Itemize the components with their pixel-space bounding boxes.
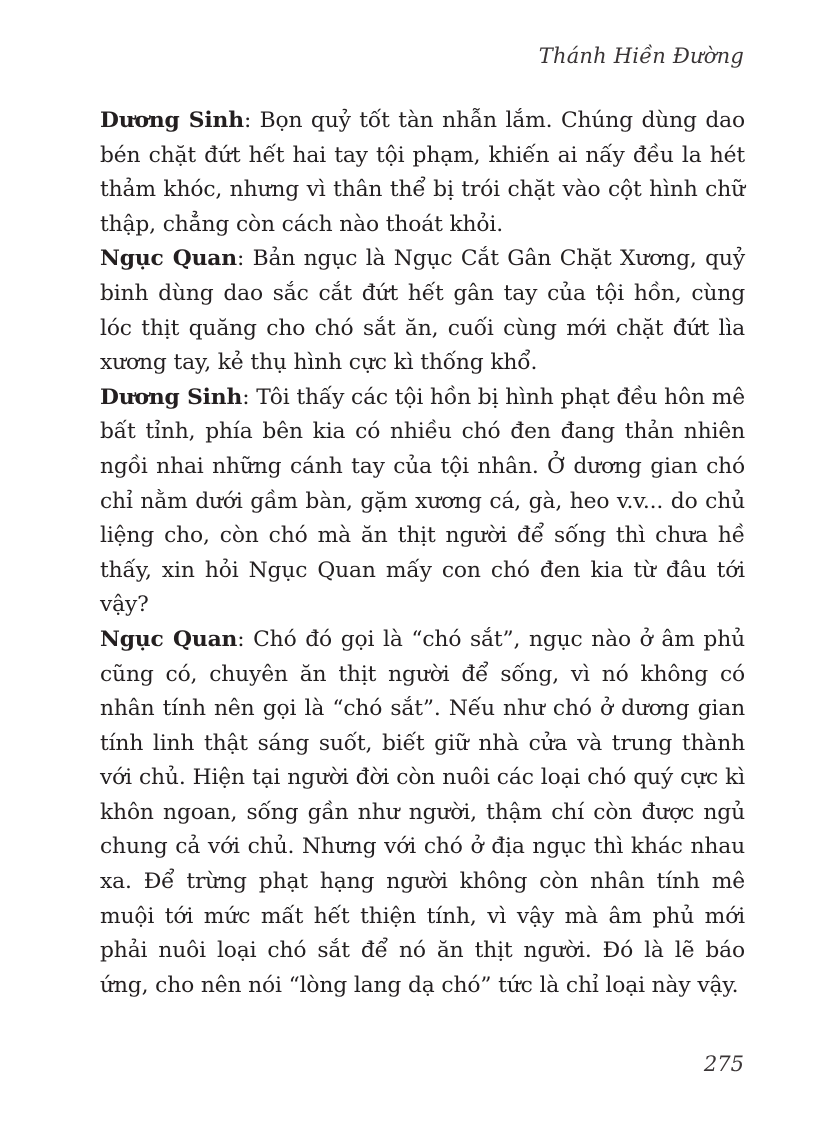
speaker-name: Dương Sinh xyxy=(100,384,243,410)
speaker-separator: : xyxy=(237,626,254,652)
dialogue-text: Bản ngục là Ngục Cắt Gân Chặt Xương, quỷ binh dùng dao sắc cắt đứt hết gân tay của tội hồn, cùng lóc thịt quăng cho chó sắt ăn, cuối cùng mới chặt đứt lìa xương tay, kẻ thụ hình cực kì thống khổ. xyxy=(100,246,745,376)
running-header-title: Thánh Hiền Đường xyxy=(538,44,744,68)
dialogue-text: Bọn quỷ tốt tàn nhẫn lắm. Chúng dùng dao bén chặt đứt hết hai tay tội phạm, khiến ai nấy đều la hét thảm khóc, nhưng vì thân thể bị trói chặt vào cột hình chữ thập, chẳng còn cách nào thoát khỏi. xyxy=(100,108,745,237)
dialogue-paragraph xyxy=(100,104,745,242)
dialogue-paragraph xyxy=(100,242,745,380)
speaker-name: Dương Sinh xyxy=(100,108,244,133)
dialogue-paragraph xyxy=(100,623,745,1004)
speaker-name: Ngục Quan xyxy=(100,246,237,272)
speaker-name: Ngục Quan xyxy=(100,626,238,652)
dialogue-text: Chó đó gọi là “chó sắt”, ngục nào ở âm phủ cũng có, chuyên ăn thịt người để sống, vì nó không có nhân tính nên gọi là “chó sắt”. Nếu như chó ở dương gian tính linh thật sáng suốt, biết giữ nhà cửa và trung thành với chủ. Hiện tại người đời còn nuôi các loại chó quý cực kì khôn ngoan, sống gần như người, thậm chí còn được ngủ chung cả với chủ. Nhưng với chó ở địa ngục thì khác nhau xa. Để trừng phạt hạng người không còn nhân tính mê muội tới mức mất hết thiện tính, vì vậy mà âm phủ mới phải nuôi loại chó sắt để nó ăn thịt người. Đó là lẽ báo ứng, cho nên nói “lòng lang dạ chó” tức là chỉ loại này vậy. xyxy=(100,626,745,998)
speaker-separator: : xyxy=(236,246,253,272)
speaker-separator: : xyxy=(243,108,260,133)
dialogue-text: Tôi thấy các tội hồn bị hình phạt đều hôn mê bất tỉnh, phía bên kia có nhiều chó đen đang thản nhiên ngồi nhai những cánh tay của tội nhân. Ở dương gian chó chỉ nằm dưới gầm bàn, gặm xương cá, gà, heo v.v... do chủ liệng cho, còn chó mà ăn thịt người để sống thì chưa hề thấy, xin hỏi Ngục Quan mấy con chó đen kia từ đâu tới vậy? xyxy=(100,384,745,618)
dialogue-body xyxy=(100,104,745,1003)
page-number: 275 xyxy=(703,1052,744,1076)
speaker-separator: : xyxy=(242,384,257,410)
dialogue-paragraph xyxy=(100,381,745,623)
